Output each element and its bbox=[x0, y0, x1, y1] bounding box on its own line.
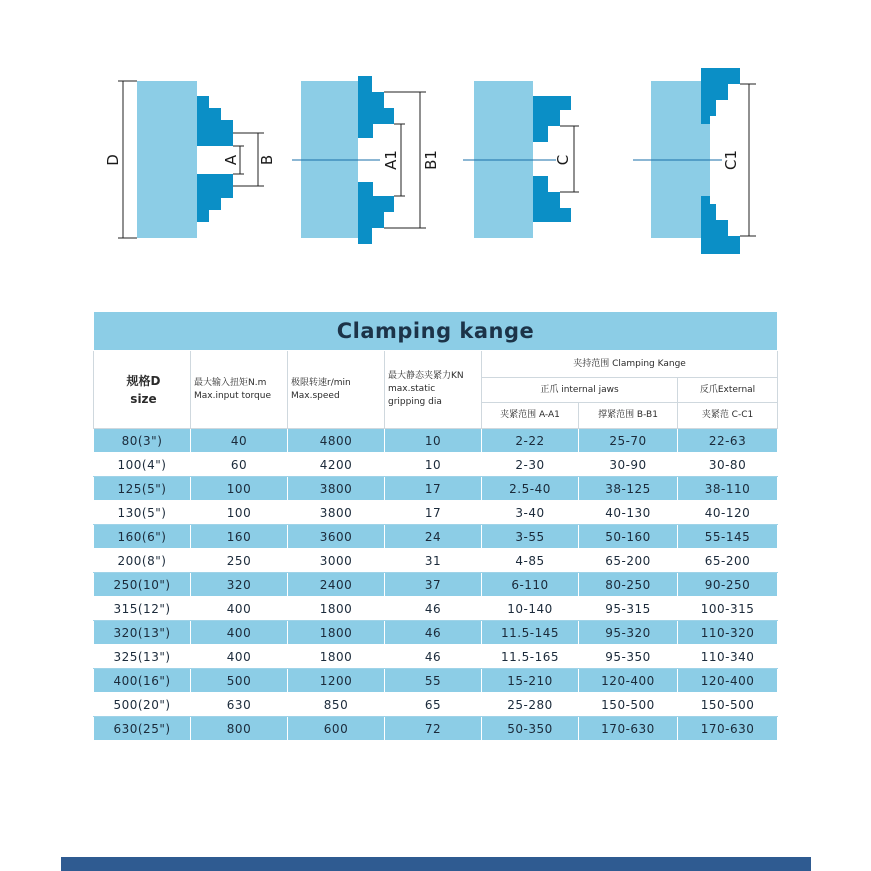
table-cell: 150-500 bbox=[579, 693, 678, 717]
header-force-en1: max.static bbox=[388, 384, 436, 394]
table-cell: 320(13") bbox=[94, 621, 191, 645]
diagram-4-external-jaws-c1 bbox=[633, 68, 756, 254]
table-cell: 3000 bbox=[288, 549, 385, 573]
table-cell: 72 bbox=[385, 717, 482, 741]
header-speed-cn: 极限转速r/min bbox=[291, 377, 351, 388]
table-cell: 400(16") bbox=[94, 669, 191, 693]
table-cell: 600 bbox=[288, 717, 385, 741]
table-cell: 160(6") bbox=[94, 525, 191, 549]
header-size-en: size bbox=[130, 391, 157, 406]
table-cell: 30-90 bbox=[579, 453, 678, 477]
table-row bbox=[94, 549, 778, 573]
table-cell: 90-250 bbox=[678, 573, 778, 597]
table-cell: 65 bbox=[385, 693, 482, 717]
table-row bbox=[94, 573, 778, 597]
table-cell: 4-85 bbox=[482, 549, 579, 573]
table-cell: 3600 bbox=[288, 525, 385, 549]
table-cell: 3-40 bbox=[482, 501, 579, 525]
header-torque bbox=[191, 351, 288, 429]
table-row bbox=[94, 621, 778, 645]
table-cell: 120-400 bbox=[678, 669, 778, 693]
table-row bbox=[94, 693, 778, 717]
table-cell: 95-350 bbox=[579, 645, 678, 669]
header-speed-en: Max.speed bbox=[291, 390, 340, 401]
table-cell: 4200 bbox=[288, 453, 385, 477]
table-cell: 130(5") bbox=[94, 501, 191, 525]
table-cell: 500 bbox=[191, 669, 288, 693]
table-cell: 31 bbox=[385, 549, 482, 573]
table-cell: 2.5-40 bbox=[482, 477, 579, 501]
table-cell: 37 bbox=[385, 573, 482, 597]
table-cell: 125(5") bbox=[94, 477, 191, 501]
table-row bbox=[94, 645, 778, 669]
table-cell: 17 bbox=[385, 501, 482, 525]
lower-jaw bbox=[358, 182, 394, 244]
table-cell: 24 bbox=[385, 525, 482, 549]
table-cell: 250 bbox=[191, 549, 288, 573]
table-cell: 100-315 bbox=[678, 597, 778, 621]
table-cell: 160 bbox=[191, 525, 288, 549]
table-cell: 1800 bbox=[288, 645, 385, 669]
table-cell: 10 bbox=[385, 453, 482, 477]
table-row bbox=[94, 669, 778, 693]
upper-jaw bbox=[701, 68, 740, 124]
header-torque-en: Max.input torque bbox=[194, 390, 272, 401]
table-cell: 50-160 bbox=[579, 525, 678, 549]
table-cell: 15-210 bbox=[482, 669, 579, 693]
table-cell: 11.5-165 bbox=[482, 645, 579, 669]
table-cell: 25-280 bbox=[482, 693, 579, 717]
table-cell: 850 bbox=[288, 693, 385, 717]
clamping-range-table bbox=[93, 311, 778, 741]
table-cell: 170-630 bbox=[579, 717, 678, 741]
label-b: B bbox=[258, 154, 276, 166]
header-internal-jaws: 正爪 internal jaws bbox=[482, 378, 678, 403]
table-cell: 38-125 bbox=[579, 477, 678, 501]
table-cell: 500(20") bbox=[94, 693, 191, 717]
table-cell: 110-320 bbox=[678, 621, 778, 645]
table-row bbox=[94, 597, 778, 621]
header-clamping-range: 夹持范围 Clamping Kange bbox=[482, 351, 778, 378]
table-cell: 630 bbox=[191, 693, 288, 717]
table-cell: 11.5-145 bbox=[482, 621, 579, 645]
table-cell: 1800 bbox=[288, 621, 385, 645]
table-cell: 50-350 bbox=[482, 717, 579, 741]
table-cell: 100 bbox=[191, 501, 288, 525]
table-cell: 22-63 bbox=[678, 429, 778, 453]
table-cell: 400 bbox=[191, 621, 288, 645]
table-cell: 2400 bbox=[288, 573, 385, 597]
table-body bbox=[94, 429, 778, 741]
table-cell: 1800 bbox=[288, 597, 385, 621]
diagram-1-internal-jaws-a-b bbox=[104, 81, 276, 238]
table-cell: 65-200 bbox=[678, 549, 778, 573]
table-row bbox=[94, 717, 778, 741]
table-cell: 4800 bbox=[288, 429, 385, 453]
table-title: Clamping kange bbox=[94, 312, 778, 351]
chuck-body bbox=[137, 81, 197, 238]
header-force bbox=[385, 351, 482, 429]
table-cell: 10 bbox=[385, 429, 482, 453]
table-cell: 40-130 bbox=[579, 501, 678, 525]
header-force-cn: 最大静态夹紧力KN bbox=[388, 371, 464, 381]
table-row bbox=[94, 429, 778, 453]
lower-jaw bbox=[197, 174, 233, 222]
table-cell: 25-70 bbox=[579, 429, 678, 453]
table-cell: 40-120 bbox=[678, 501, 778, 525]
table-cell: 3800 bbox=[288, 477, 385, 501]
table-cell: 400 bbox=[191, 645, 288, 669]
label-a1: A1 bbox=[382, 150, 400, 170]
header-range-b-b1: 撑紧范围 B-B1 bbox=[579, 403, 678, 429]
table-row bbox=[94, 477, 778, 501]
table-cell: 325(13") bbox=[94, 645, 191, 669]
lower-jaw bbox=[701, 196, 740, 254]
label-a: A bbox=[222, 154, 240, 166]
header-range-c-c1: 夹紧范 C-C1 bbox=[678, 403, 778, 429]
label-c: C bbox=[554, 154, 572, 166]
table-cell: 2-30 bbox=[482, 453, 579, 477]
upper-jaw bbox=[358, 76, 394, 138]
table-cell: 170-630 bbox=[678, 717, 778, 741]
label-c1: C1 bbox=[722, 149, 740, 171]
table-cell: 40 bbox=[191, 429, 288, 453]
table-cell: 630(25") bbox=[94, 717, 191, 741]
table-cell: 110-340 bbox=[678, 645, 778, 669]
table-row bbox=[94, 501, 778, 525]
lower-jaw bbox=[533, 176, 571, 222]
header-size bbox=[94, 351, 191, 429]
table-row bbox=[94, 525, 778, 549]
header-force-en2: gripping dia bbox=[388, 397, 442, 407]
table-cell: 17 bbox=[385, 477, 482, 501]
table-cell: 30-80 bbox=[678, 453, 778, 477]
table-cell: 3-55 bbox=[482, 525, 579, 549]
table-cell: 100 bbox=[191, 477, 288, 501]
table-cell: 320 bbox=[191, 573, 288, 597]
table-cell: 1200 bbox=[288, 669, 385, 693]
table-cell: 120-400 bbox=[579, 669, 678, 693]
table-cell: 46 bbox=[385, 645, 482, 669]
table-cell: 80(3") bbox=[94, 429, 191, 453]
header-external-jaws: 反爪External bbox=[678, 378, 778, 403]
table-cell: 80-250 bbox=[579, 573, 678, 597]
table-cell: 400 bbox=[191, 597, 288, 621]
diagram-3-internal-jaws-c bbox=[463, 81, 579, 238]
table-cell: 200(8") bbox=[94, 549, 191, 573]
header-range-a-a1: 夹紧范围 A-A1 bbox=[482, 403, 579, 429]
header-size-cn: 规格D bbox=[126, 373, 161, 388]
table-cell: 38-110 bbox=[678, 477, 778, 501]
diagram-2-internal-jaws-a1-b1 bbox=[292, 76, 440, 244]
table-cell: 150-500 bbox=[678, 693, 778, 717]
table-row bbox=[94, 453, 778, 477]
upper-jaw bbox=[197, 96, 233, 146]
header-speed bbox=[288, 351, 385, 429]
label-b1: B1 bbox=[422, 150, 440, 170]
jaw-diagrams bbox=[0, 0, 871, 290]
table-cell: 46 bbox=[385, 597, 482, 621]
table-cell: 55-145 bbox=[678, 525, 778, 549]
table-cell: 6-110 bbox=[482, 573, 579, 597]
table-cell: 60 bbox=[191, 453, 288, 477]
table-cell: 46 bbox=[385, 621, 482, 645]
table-cell: 95-315 bbox=[579, 597, 678, 621]
table-cell: 55 bbox=[385, 669, 482, 693]
table-cell: 95-320 bbox=[579, 621, 678, 645]
table-cell: 65-200 bbox=[579, 549, 678, 573]
upper-jaw bbox=[533, 96, 571, 142]
footer-bar bbox=[61, 857, 811, 871]
table-cell: 3800 bbox=[288, 501, 385, 525]
table-cell: 315(12") bbox=[94, 597, 191, 621]
header-torque-cn: 最大输入扭矩N.m bbox=[194, 377, 267, 388]
label-d: D bbox=[104, 154, 122, 166]
table-cell: 250(10") bbox=[94, 573, 191, 597]
table-cell: 10-140 bbox=[482, 597, 579, 621]
table-cell: 2-22 bbox=[482, 429, 579, 453]
table-cell: 100(4") bbox=[94, 453, 191, 477]
table-cell: 800 bbox=[191, 717, 288, 741]
